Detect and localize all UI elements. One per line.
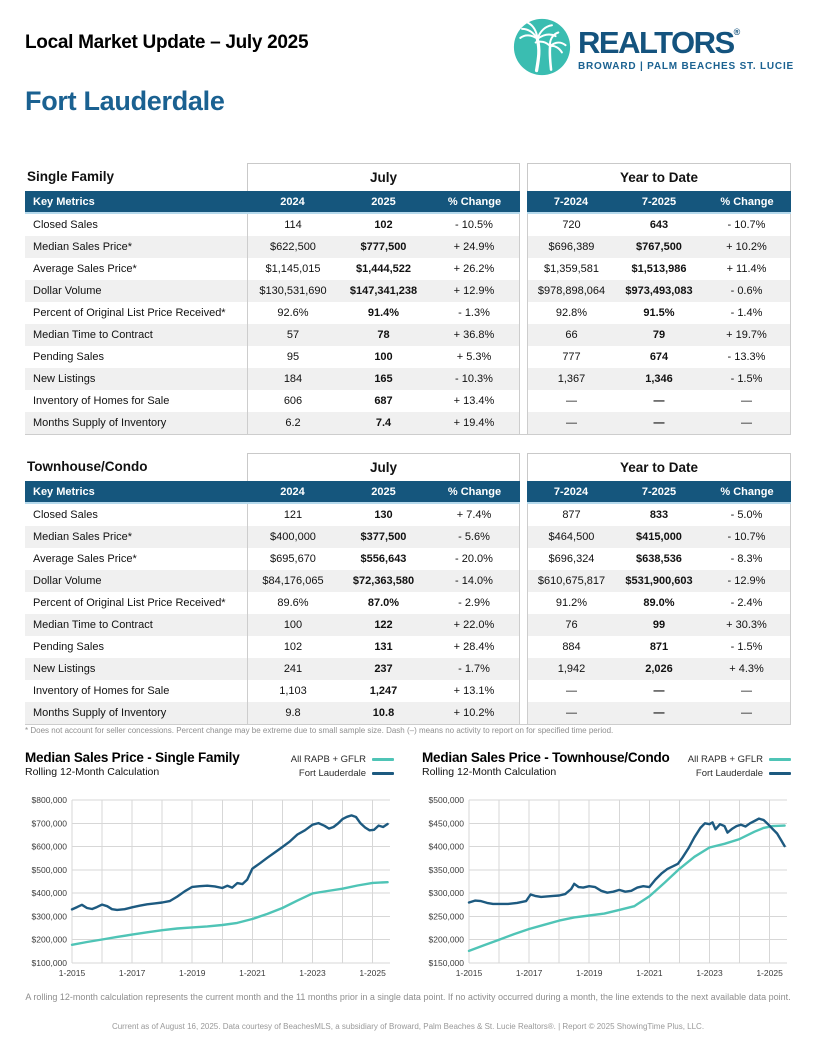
x-tick-label: 1-2019 xyxy=(575,968,603,978)
metric-value: + 10.2% xyxy=(429,702,520,725)
metric-value: $1,444,522 xyxy=(338,258,429,280)
metric-value: 78 xyxy=(338,324,429,346)
y-tick-label: $400,000 xyxy=(31,888,67,899)
column-header: 7-2025 xyxy=(615,481,703,504)
metric-value: 687 xyxy=(338,390,429,412)
metric-label: Percent of Original List Price Received* xyxy=(25,592,247,614)
metric-value: 674 xyxy=(615,346,703,368)
metric-value: — xyxy=(615,702,703,725)
metric-value: 2,026 xyxy=(615,658,703,680)
y-tick-label: $100,000 xyxy=(31,958,67,968)
metric-value: + 7.4% xyxy=(429,504,520,526)
metric-value: 606 xyxy=(247,390,338,412)
metric-value: + 4.3% xyxy=(703,658,791,680)
metric-value: 91.4% xyxy=(338,302,429,324)
metric-value: 91.2% xyxy=(527,592,615,614)
metric-value: — xyxy=(703,680,791,702)
metric-value: $84,176,065 xyxy=(247,570,338,592)
legend-label: All RAPB + GFLR xyxy=(687,754,763,765)
metric-label: Dollar Volume xyxy=(25,570,247,592)
metric-value: 87.0% xyxy=(338,592,429,614)
column-gap xyxy=(520,324,527,346)
column-gap xyxy=(520,680,527,702)
metric-value: $1,359,581 xyxy=(527,258,615,280)
metric-value: — xyxy=(703,412,791,435)
metric-value: - 1.5% xyxy=(703,368,791,390)
metric-value: 9.8 xyxy=(247,702,338,725)
legend-line-swatch xyxy=(769,772,791,775)
y-tick-label: $400,000 xyxy=(428,841,464,852)
metric-value: - 0.6% xyxy=(703,280,791,302)
metric-value: - 13.3% xyxy=(703,346,791,368)
metric-value: $622,500 xyxy=(247,236,338,258)
group-header-ytd: Year to Date xyxy=(527,163,791,191)
metric-value: 92.6% xyxy=(247,302,338,324)
table-footnote: * Does not account for seller concessions. Percent change may be extreme due to small sample size. Dash (–) means no activity to report on for specified time period. xyxy=(25,726,614,735)
metric-value: — xyxy=(615,680,703,702)
group-header-july: July xyxy=(247,163,520,191)
metric-value: 871 xyxy=(615,636,703,658)
x-tick-label: 1-2023 xyxy=(299,968,326,978)
metric-value: $695,670 xyxy=(247,548,338,570)
metric-value: 122 xyxy=(338,614,429,636)
metric-value: 66 xyxy=(527,324,615,346)
legend-line-swatch xyxy=(769,758,791,761)
metric-value: — xyxy=(615,412,703,435)
metric-value: 79 xyxy=(615,324,703,346)
group-header-ytd: Year to Date xyxy=(527,453,791,481)
metric-value: — xyxy=(527,390,615,412)
chart-legend xyxy=(291,754,394,779)
metric-value: - 10.5% xyxy=(429,214,520,236)
metric-value: 131 xyxy=(338,636,429,658)
metric-value: 720 xyxy=(527,214,615,236)
metric-value: — xyxy=(703,390,791,412)
legend-label: Fort Lauderdale xyxy=(695,768,763,779)
metric-label: Percent of Original List Price Received* xyxy=(25,302,247,324)
page-footer: Current as of August 16, 2025. Data courtesy of BeachesMLS, a subsidiary of Broward, Palm Beaches & St. Lucie Realtors®. | Report © 2025 ShowingTime Plus, LLC. xyxy=(111,1022,705,1031)
column-header: % Change xyxy=(703,191,791,214)
page-header xyxy=(25,18,794,81)
metric-value: — xyxy=(527,702,615,725)
legend-item xyxy=(688,754,791,765)
metric-value: 100 xyxy=(247,614,338,636)
legend-label: All RAPB + GFLR xyxy=(290,754,366,765)
column-gap xyxy=(520,481,527,504)
column-gap xyxy=(520,592,527,614)
column-header: % Change xyxy=(429,481,520,504)
metric-value: - 14.0% xyxy=(429,570,520,592)
chart-title: Median Sales Price - Single Family xyxy=(25,750,240,765)
metric-value: 165 xyxy=(338,368,429,390)
metric-label: Average Sales Price* xyxy=(25,548,247,570)
metric-value: $978,898,064 xyxy=(527,280,615,302)
townhouse-condo-chart xyxy=(422,750,791,985)
metric-value: $696,324 xyxy=(527,548,615,570)
metric-value: 89.0% xyxy=(615,592,703,614)
metric-value: — xyxy=(527,680,615,702)
y-tick-label: $500,000 xyxy=(428,795,464,805)
column-gap xyxy=(520,526,527,548)
metric-value: 114 xyxy=(247,214,338,236)
column-header: 7-2024 xyxy=(527,191,615,214)
column-header: Key Metrics xyxy=(25,481,247,504)
chart-subtitle: Rolling 12-Month Calculation xyxy=(422,766,557,778)
chart-subtitle: Rolling 12-Month Calculation xyxy=(25,766,160,778)
column-gap xyxy=(520,570,527,592)
metric-value: + 13.4% xyxy=(429,390,520,412)
series-line xyxy=(469,826,785,951)
metric-value: $973,493,083 xyxy=(615,280,703,302)
y-tick-label: $300,000 xyxy=(428,888,464,899)
legend-item xyxy=(696,768,791,779)
report-title: Local Market Update – July 2025 xyxy=(25,32,309,53)
metric-value: + 5.3% xyxy=(429,346,520,368)
metric-value: + 13.1% xyxy=(429,680,520,702)
metric-label: New Listings xyxy=(25,658,247,680)
metric-value: $531,900,603 xyxy=(615,570,703,592)
column-gap xyxy=(520,280,527,302)
metric-value: + 22.0% xyxy=(429,614,520,636)
column-gap xyxy=(520,163,527,190)
x-tick-label: 1-2021 xyxy=(239,968,266,978)
metric-value: 1,247 xyxy=(338,680,429,702)
metric-value: + 24.9% xyxy=(429,236,520,258)
y-tick-label: $200,000 xyxy=(31,934,67,945)
metric-label: Median Sales Price* xyxy=(25,236,247,258)
metric-value: $1,145,015 xyxy=(247,258,338,280)
column-header: Key Metrics xyxy=(25,191,247,214)
x-tick-label: 1-2023 xyxy=(696,968,723,978)
metric-value: 89.6% xyxy=(247,592,338,614)
column-gap xyxy=(520,368,527,390)
metric-value: + 12.9% xyxy=(429,280,520,302)
metric-label: Pending Sales xyxy=(25,346,247,368)
metric-value: - 1.4% xyxy=(703,302,791,324)
metric-value: 1,346 xyxy=(615,368,703,390)
metric-value: 643 xyxy=(615,214,703,236)
x-tick-label: 1-2017 xyxy=(118,968,146,978)
metric-label: Closed Sales xyxy=(25,504,247,526)
metric-value: + 10.2% xyxy=(703,236,791,258)
metric-value: + 19.7% xyxy=(703,324,791,346)
y-tick-label: $800,000 xyxy=(31,795,67,805)
metric-value: - 5.6% xyxy=(429,526,520,548)
column-gap xyxy=(520,614,527,636)
metric-value: $130,531,690 xyxy=(247,280,338,302)
metric-value: - 2.9% xyxy=(429,592,520,614)
metric-value: 130 xyxy=(338,504,429,526)
realtors-logo xyxy=(513,18,794,81)
x-tick-label: 1-2021 xyxy=(636,968,663,978)
metric-value: - 12.9% xyxy=(703,570,791,592)
column-gap xyxy=(520,504,527,526)
metric-value: $415,000 xyxy=(615,526,703,548)
column-header: % Change xyxy=(429,191,520,214)
metric-value: 92.8% xyxy=(527,302,615,324)
x-tick-label: 1-2019 xyxy=(178,968,206,978)
metric-label: Inventory of Homes for Sale xyxy=(25,680,247,702)
metric-value: 99 xyxy=(615,614,703,636)
y-tick-label: $450,000 xyxy=(428,818,464,829)
metric-value: $696,389 xyxy=(527,236,615,258)
metric-value: - 8.3% xyxy=(703,548,791,570)
metric-value: - 10.3% xyxy=(429,368,520,390)
column-header: % Change xyxy=(703,481,791,504)
metric-value: 237 xyxy=(338,658,429,680)
metric-value: $777,500 xyxy=(338,236,429,258)
chart-plot-area xyxy=(422,794,791,985)
metric-value: $610,675,817 xyxy=(527,570,615,592)
metric-value: $464,500 xyxy=(527,526,615,548)
metric-value: — xyxy=(703,702,791,725)
y-tick-label: $200,000 xyxy=(428,934,464,945)
column-gap xyxy=(520,412,527,435)
series-line xyxy=(72,882,388,945)
column-gap xyxy=(520,548,527,570)
single-family-plot-svg xyxy=(25,794,394,980)
metric-value: 10.8 xyxy=(338,702,429,725)
column-gap xyxy=(520,390,527,412)
metric-value: $556,643 xyxy=(338,548,429,570)
column-header: 7-2024 xyxy=(527,481,615,504)
metric-value: 1,367 xyxy=(527,368,615,390)
metric-label: New Listings xyxy=(25,368,247,390)
metric-value: 57 xyxy=(247,324,338,346)
column-gap xyxy=(520,258,527,280)
column-gap xyxy=(520,236,527,258)
metric-label: Months Supply of Inventory xyxy=(25,702,247,725)
x-tick-label: 1-2025 xyxy=(359,968,386,978)
metric-value: 91.5% xyxy=(615,302,703,324)
metric-value: - 2.4% xyxy=(703,592,791,614)
legend-item xyxy=(291,754,394,765)
metric-value: + 36.8% xyxy=(429,324,520,346)
metric-value: $72,363,580 xyxy=(338,570,429,592)
column-gap xyxy=(520,346,527,368)
brand-tagline: BROWARD | PALM BEACHES ST. LUCIE xyxy=(578,61,794,72)
y-tick-label: $600,000 xyxy=(31,841,67,852)
group-header-july: July xyxy=(247,453,520,481)
column-header: 2024 xyxy=(247,191,338,214)
metric-value: $377,500 xyxy=(338,526,429,548)
metric-value: - 10.7% xyxy=(703,526,791,548)
metric-value: — xyxy=(527,412,615,435)
metric-value: 95 xyxy=(247,346,338,368)
metric-value: 777 xyxy=(527,346,615,368)
metric-value: - 10.7% xyxy=(703,214,791,236)
metric-label: Closed Sales xyxy=(25,214,247,236)
legend-label: Fort Lauderdale xyxy=(298,768,366,779)
metric-value: 76 xyxy=(527,614,615,636)
column-gap xyxy=(520,191,527,214)
y-tick-label: $700,000 xyxy=(31,818,67,829)
metric-label: Median Time to Contract xyxy=(25,614,247,636)
metric-value: 877 xyxy=(527,504,615,526)
metric-value: $400,000 xyxy=(247,526,338,548)
metric-value: 184 xyxy=(247,368,338,390)
x-tick-label: 1-2015 xyxy=(455,968,483,978)
column-gap xyxy=(520,302,527,324)
metric-label: Median Time to Contract xyxy=(25,324,247,346)
metric-label: Median Sales Price* xyxy=(25,526,247,548)
legend-line-swatch xyxy=(372,772,394,775)
metric-value: 102 xyxy=(338,214,429,236)
chart-plot-area xyxy=(25,794,394,985)
legend-item xyxy=(299,768,394,779)
logo-text xyxy=(578,27,794,72)
section-title: Townhouse/Condo xyxy=(25,453,247,480)
registered-mark: ® xyxy=(733,27,741,37)
series-line xyxy=(469,819,785,904)
metric-value: - 1.3% xyxy=(429,302,520,324)
chart-title: Median Sales Price - Townhouse/Condo xyxy=(422,750,670,765)
metric-value: — xyxy=(615,390,703,412)
charts-section xyxy=(25,750,791,985)
y-tick-label: $150,000 xyxy=(428,958,464,968)
metric-value: - 1.7% xyxy=(429,658,520,680)
single-family-table xyxy=(25,163,791,435)
brand-name: REALTORS xyxy=(578,25,734,60)
column-gap xyxy=(520,702,527,725)
palm-trees-icon xyxy=(513,18,571,81)
metric-value: 241 xyxy=(247,658,338,680)
metric-value: + 11.4% xyxy=(703,258,791,280)
metric-value: - 20.0% xyxy=(429,548,520,570)
metric-value: 100 xyxy=(338,346,429,368)
column-gap xyxy=(520,658,527,680)
metric-label: Dollar Volume xyxy=(25,280,247,302)
y-tick-label: $350,000 xyxy=(428,864,464,875)
metric-value: 1,103 xyxy=(247,680,338,702)
column-header: 2025 xyxy=(338,481,429,504)
metric-value: 833 xyxy=(615,504,703,526)
city-title: Fort Lauderdale xyxy=(25,86,225,116)
metric-value: + 28.4% xyxy=(429,636,520,658)
single-family-chart xyxy=(25,750,394,985)
legend-line-swatch xyxy=(372,758,394,761)
column-header: 2025 xyxy=(338,191,429,214)
townhouse-condo-plot-svg xyxy=(422,794,791,980)
metric-label: Inventory of Homes for Sale xyxy=(25,390,247,412)
metric-value: $1,513,986 xyxy=(615,258,703,280)
metric-value: $767,500 xyxy=(615,236,703,258)
column-gap xyxy=(520,214,527,236)
column-gap xyxy=(520,636,527,658)
metric-value: + 30.3% xyxy=(703,614,791,636)
y-tick-label: $300,000 xyxy=(31,911,67,922)
y-tick-label: $250,000 xyxy=(428,911,464,922)
series-line xyxy=(72,815,388,910)
metric-label: Average Sales Price* xyxy=(25,258,247,280)
x-tick-label: 1-2015 xyxy=(58,968,86,978)
metric-value: 102 xyxy=(247,636,338,658)
column-gap xyxy=(520,453,527,480)
townhouse-condo-table xyxy=(25,453,791,725)
metric-value: $638,536 xyxy=(615,548,703,570)
chart-legend xyxy=(688,754,791,779)
metric-value: $147,341,238 xyxy=(338,280,429,302)
column-header: 2024 xyxy=(247,481,338,504)
x-tick-label: 1-2017 xyxy=(515,968,543,978)
section-title: Single Family xyxy=(25,163,247,190)
metric-value: 121 xyxy=(247,504,338,526)
metric-value: - 1.5% xyxy=(703,636,791,658)
metric-label: Pending Sales xyxy=(25,636,247,658)
metric-value: 7.4 xyxy=(338,412,429,435)
x-tick-label: 1-2025 xyxy=(756,968,783,978)
metric-value: - 5.0% xyxy=(703,504,791,526)
metric-value: 884 xyxy=(527,636,615,658)
metric-value: 1,942 xyxy=(527,658,615,680)
y-tick-label: $500,000 xyxy=(31,864,67,875)
metric-label: Months Supply of Inventory xyxy=(25,412,247,435)
rolling-calculation-note: A rolling 12-month calculation represents the current month and the 11 months prior in a single data point. If no activity occurred during a month, the line extends to the next available data point. xyxy=(25,992,791,1002)
metric-value: 6.2 xyxy=(247,412,338,435)
column-header: 7-2025 xyxy=(615,191,703,214)
metric-value: + 19.4% xyxy=(429,412,520,435)
metric-value: + 26.2% xyxy=(429,258,520,280)
